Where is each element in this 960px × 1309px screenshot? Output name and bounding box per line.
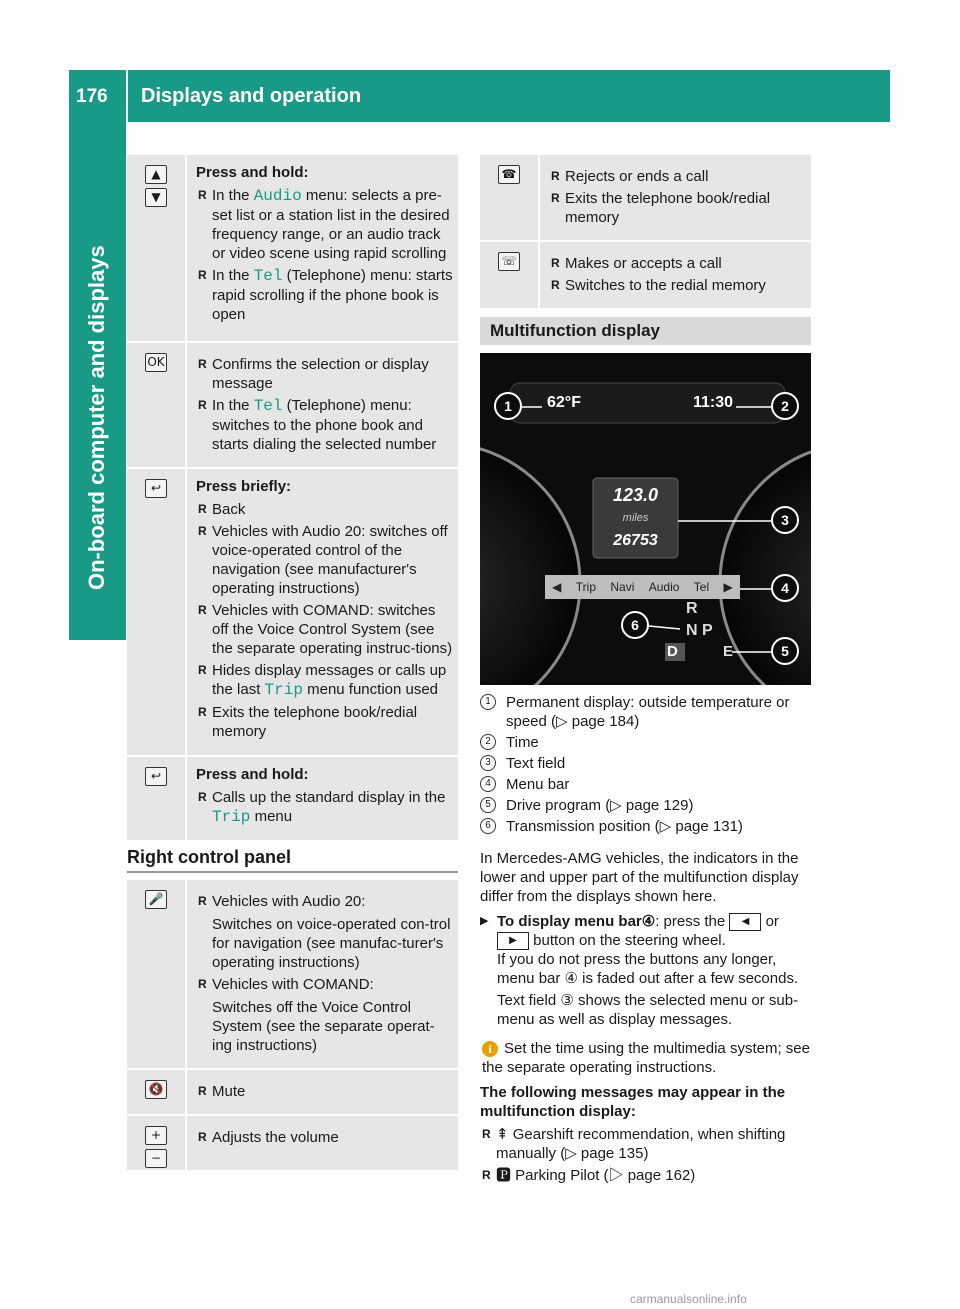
key-cell	[127, 1069, 186, 1115]
gear-d: D	[667, 643, 678, 660]
section-rule	[127, 871, 458, 873]
item-detail: Switches on voice-operated con-trol for navigation (see manufac-turer's operating instructions)	[212, 916, 451, 971]
menu-bar-item: ▶	[723, 580, 733, 594]
legend-text: Text field	[506, 755, 566, 772]
legend-number: 1	[480, 694, 496, 710]
list-item: R Hides display messages or calls up the last Trip menu function used	[196, 661, 454, 700]
description-cell	[186, 1115, 458, 1170]
footer-watermark: carmanualsonline.info	[630, 1292, 747, 1306]
info-text: Set the time using the multimedia system; see the separate operating instructions.	[482, 1040, 810, 1077]
table-row	[127, 342, 458, 468]
menu-bar-item: Tel	[693, 580, 710, 594]
gear-np: N P	[686, 622, 713, 639]
list-item: R Rejects or ends a call	[549, 167, 807, 186]
key-cell	[480, 155, 539, 241]
description-cell	[539, 155, 811, 241]
trip-value: 123.0	[612, 485, 659, 505]
menu-name: Audio	[253, 187, 302, 205]
key-icon: ☎	[498, 165, 520, 184]
trip-unit: miles	[622, 512, 649, 524]
menu-name: Tel	[253, 267, 283, 285]
step-p3: Text field ③ shows the selected menu or sub-menu as well as display messages.	[497, 992, 799, 1029]
key-cell	[127, 756, 186, 840]
table-row	[127, 1115, 458, 1170]
info-icon: i	[482, 1041, 498, 1057]
gear-e: E	[723, 643, 734, 660]
description-cell	[186, 1069, 458, 1115]
item-detail: Switches off the Voice Control System (see the separate operat-ing instructions)	[212, 999, 435, 1054]
legend-item	[480, 733, 815, 752]
step-text-3: button on the steering wheel.	[533, 932, 726, 950]
legend-item	[480, 775, 815, 794]
description-cell	[539, 241, 811, 308]
list-item: R Calls up the standard display in the Trip menu	[196, 788, 454, 827]
table-row	[127, 1069, 458, 1115]
legend-number: 2	[480, 734, 496, 750]
table-row	[127, 880, 458, 1069]
bullet-list	[549, 167, 807, 227]
menu-bar-step: ▶ To display menu bar④: press the ◀ or ▶ button on the steering wheel. If you do not press the buttons any longer, menu bar ④ is faded out after a few seconds. Text field ③ shows the selected menu or sub-menu as well as display messages.	[480, 912, 815, 1029]
menu-bar-item: Audio	[648, 580, 680, 594]
right-control-panel-title: Right control panel	[127, 847, 291, 867]
menu-bar-item: Trip	[575, 580, 596, 594]
info-note	[480, 1039, 815, 1077]
list-item: R Exits the telephone book/redial memory	[549, 189, 807, 227]
right-control-panel-table	[127, 880, 458, 1170]
list-item: R Vehicles with COMAND: Switches off the Voice Control System (see the separate operat-ing instructions)	[196, 975, 454, 1055]
list-item: R Back	[196, 500, 454, 519]
legend-number: 5	[480, 797, 496, 813]
list-item: R Exits the telephone book/redial memory	[196, 703, 454, 741]
chapter-title: On-board computer and displays	[84, 245, 109, 590]
legend-number: 6	[480, 818, 496, 834]
multifunction-display-title: Multifunction display	[480, 317, 811, 345]
bullet-list	[196, 1082, 454, 1101]
key-cell	[127, 468, 186, 756]
list-item: R Vehicles with Audio 20: Switches on voice-operated con-trol for navigation (see manufac-turer's operating instructions)	[196, 892, 454, 972]
left-arrow-key-icon: ◀	[729, 913, 761, 931]
callout-lines	[480, 353, 811, 685]
bullet-list	[549, 254, 807, 295]
list-item: R Makes or accepts a call	[549, 254, 807, 273]
callout-1: 1	[494, 392, 522, 420]
key-icon: ▼	[145, 188, 167, 207]
multifunction-text	[480, 845, 815, 1188]
menu-name: Tel	[253, 397, 283, 415]
callout-6: 6	[621, 611, 649, 639]
messages-heading: The following messages may appear in the multifunction display:	[480, 1084, 786, 1121]
row-title: Press and hold:	[196, 164, 309, 181]
list-item: R Confirms the selection or display message	[196, 355, 454, 393]
list-item: R In the Audio menu: selects a pre-set list or a station list in the desired frequency range, or an audio track or video scene using rapid scrolling	[196, 186, 454, 263]
callout-3: 3	[771, 506, 799, 534]
key-icon: ☏	[498, 252, 520, 271]
key-cell	[127, 1115, 186, 1170]
legend-number: 4	[480, 776, 496, 792]
gear-r: R	[686, 600, 698, 617]
outside-temp: 62°F	[547, 394, 581, 411]
legend-item	[480, 693, 815, 731]
key-cell	[127, 342, 186, 468]
key-cell	[127, 880, 186, 1069]
menu-name: Trip	[212, 808, 251, 826]
page-number: 176	[76, 86, 108, 107]
list-item: R Vehicles with Audio 20: switches off voice-operated control of the navigation (see manufacturer's operating instructions)	[196, 522, 454, 598]
description-cell	[186, 468, 458, 756]
key-icon: −	[145, 1149, 167, 1168]
callout-legend	[480, 693, 815, 838]
table-row	[480, 155, 811, 241]
callout-2: 2	[771, 392, 799, 420]
messages-list	[480, 1125, 815, 1185]
legend-item	[480, 754, 815, 773]
table-row	[127, 756, 458, 840]
message-item: R 🅿 Parking Pilot (▷ page 162)	[480, 1166, 815, 1185]
message-item: R ⇞ Gearshift recommendation, when shifting manually (▷ page 135)	[480, 1125, 815, 1163]
legend-text: Menu bar	[506, 776, 570, 793]
list-item: R In the Tel (Telephone) menu: switches to the phone book and starts dialing the selected number	[196, 396, 454, 454]
bullet-list	[196, 892, 454, 1055]
phone-buttons-table	[480, 155, 811, 308]
legend-item	[480, 796, 815, 815]
right-arrow-key-icon: ▶	[497, 932, 529, 950]
row-title: Press and hold:	[196, 766, 309, 783]
legend-number: 3	[480, 755, 496, 771]
bullet-list	[196, 355, 454, 454]
table-row	[127, 155, 458, 342]
instrument-cluster-image	[480, 353, 811, 685]
step-label: To display menu bar	[497, 913, 642, 930]
legend-text: Drive program (▷ page 129)	[506, 797, 694, 814]
step-text-1: : press the	[655, 913, 726, 930]
list-item: R Adjusts the volume	[196, 1128, 454, 1147]
bullet-list	[196, 500, 454, 741]
legend-text: Permanent display: outside temperature or speed (▷ page 184)	[506, 694, 790, 730]
odometer: 26753	[613, 532, 658, 549]
key-icon: +	[145, 1126, 167, 1145]
menu-bar-item: Navi	[610, 580, 635, 594]
callout-4: 4	[771, 574, 799, 602]
step-text-2: or	[765, 913, 779, 930]
amg-note: In Mercedes-AMG vehicles, the indicators in the lower and upper part of the multifunction display differ from the displays shown here.	[480, 850, 799, 905]
description-cell	[186, 155, 458, 342]
bullet-list	[196, 1128, 454, 1147]
legend-item	[480, 817, 815, 836]
header-separator	[126, 70, 128, 122]
step-p2: If you do not press the buttons any longer, menu bar ④ is faded out after a few seconds.	[497, 951, 799, 988]
legend-text: Transmission position (▷ page 131)	[506, 818, 743, 835]
bullet-list	[196, 788, 454, 827]
key-icon: 🎤	[145, 890, 167, 909]
key-cell	[480, 241, 539, 308]
row-title: Press briefly:	[196, 478, 292, 495]
table-row	[127, 468, 458, 756]
list-item: R Mute	[196, 1082, 454, 1101]
menu-bar-item: ◀	[552, 580, 562, 594]
list-item: R Vehicles with COMAND: switches off the Voice Control System (see the separate operating instruc-tions)	[196, 601, 454, 658]
table-row	[480, 241, 811, 308]
description-cell	[186, 342, 458, 468]
key-cell	[127, 155, 186, 342]
description-cell	[186, 756, 458, 840]
page-title: Displays and operation	[141, 85, 362, 107]
menu-name: Trip	[264, 681, 303, 699]
steering-buttons-table	[127, 155, 458, 840]
key-icon: ↩	[145, 479, 167, 498]
callout-5: 5	[771, 637, 799, 665]
clock: 11:30	[693, 394, 734, 411]
list-item: R In the Tel (Telephone) menu: starts rapid scrolling if the phone book is open	[196, 266, 454, 324]
bullet-list	[196, 186, 454, 324]
key-icon: ▲	[145, 165, 167, 184]
list-item: R Switches to the redial memory	[549, 276, 807, 295]
key-icon: ↩	[145, 767, 167, 786]
description-cell	[186, 880, 458, 1069]
key-icon: 🔇	[145, 1080, 167, 1099]
legend-text: Time	[506, 734, 539, 751]
key-icon: OK	[145, 353, 167, 372]
